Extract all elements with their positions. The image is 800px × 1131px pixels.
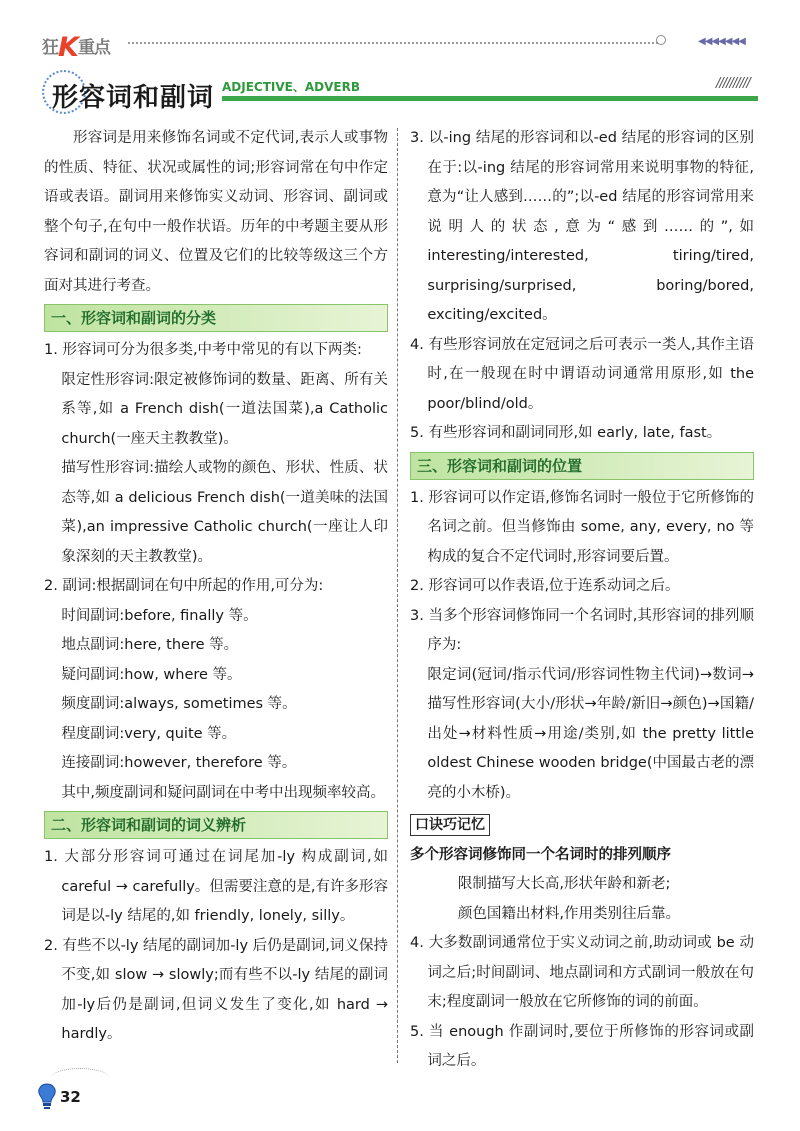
- brand-k: K: [58, 32, 78, 63]
- heading-position: 三、形容词和副词的位置: [410, 452, 754, 480]
- green-title-bar: [222, 96, 758, 101]
- triangle-arrows-icon: ◀◀◀◀◀◀◀: [698, 36, 745, 47]
- item-1: 1. 形容词可分为很多类,中考中常见的有以下两类:: [44, 342, 362, 358]
- position-item-5: 5. 当 enough 作副词时,要位于所修饰的形容词或副词之后。: [410, 1023, 754, 1069]
- item-2: 2. 副词:根据副词在句中所起的作用,可分为:: [44, 578, 324, 594]
- mnemonic-title: 多个形容词修饰同一个名词时的排列顺序: [410, 846, 671, 863]
- item-1a: 限定性形容词:限定被修饰词的数量、距离、所有关系等,如 a French dish(一道法国菜),a Catholic church(一座天主教教堂)。: [61, 371, 388, 447]
- meaning-item-4: 4. 有些形容词放在定冠词之后可表示一类人,其作主语时,在一般现在时中谓语动词通常用原形,如 the poor/blind/old。: [410, 336, 754, 412]
- position-item-3: 3. 当多个形容词修饰同一个名词时,其形容词的排列顺序为:: [410, 607, 754, 653]
- right-column: [410, 124, 754, 1077]
- brand-logo: [42, 29, 110, 63]
- circle-ornament-icon: [656, 35, 666, 45]
- top-bar: [0, 0, 800, 63]
- heading-meaning: 二、形容词和副词的词义辨析: [44, 811, 388, 839]
- heading-classification: 一、形容词和副词的分类: [44, 304, 388, 332]
- lightbulb-icon: [36, 1082, 58, 1110]
- meaning-item-2: 2. 有些不以-ly 结尾的副词加-ly 后仍是副词,词义保持不变,如 slow → slowly;而有些不以-ly 结尾的副词加-ly后仍是副词,但词义发生了变化,如 hard → hardly。: [44, 937, 388, 1042]
- mnemonic-box: 口诀巧记忆: [410, 814, 490, 836]
- adverb-type: 连接副词:however, therefore 等。: [61, 755, 297, 771]
- title-english: ADJECTIVE、ADVERB: [222, 80, 360, 94]
- position-item-1: 1. 形容词可以作定语,修饰名词时一般位于它所修饰的名词之前。但当修饰由 some, any, every, no 等构成的复合不定代词时,形容词要后置。: [410, 489, 754, 565]
- intro-paragraph: 形容词是用来修饰名词或不定代词,表示人或事物的性质、特征、状况或属性的词;形容词常在句中作定语或表语。副词用来修饰实义动词、形容词、副词或整个句子,在句中一般作状语。历年的中考题主要从形容词和副词的词义、位置及它们的比较等级这三个方面对其进行考查。: [44, 130, 388, 294]
- brand-part-a: 狂: [42, 38, 58, 58]
- adverb-type: 时间副词:before, finally 等。: [61, 607, 258, 624]
- adverb-type: 程度副词:very, quite 等。: [61, 725, 237, 742]
- dotted-rule: [128, 42, 658, 44]
- dotted-curve: [50, 1068, 110, 1089]
- brand-part-b: 重点: [77, 38, 110, 58]
- position-item-4: 4. 大多数副词通常位于实义动词之前,助动词或 be 动词之后;时间副词、地点副词和方式副词一般放在句末;程度副词一般放在它所修饰的词的前面。: [410, 935, 754, 1010]
- meaning-item-5: 5. 有些形容词和副词同形,如 early, late, fast。: [410, 425, 722, 441]
- mnemonic-line: 颜色国籍出材料,作用类别往后靠。: [457, 905, 680, 922]
- column-divider: [397, 128, 398, 1063]
- meaning-item-1: 1. 大部分形容词可通过在词尾加-ly 构成副词,如 careful → carefully。但需要注意的是,有许多形容词是以-ly 结尾的,如 friendly, lonely, silly。: [44, 849, 388, 924]
- section-title: [40, 72, 760, 120]
- adverb-note: 其中,频度副词和疑问副词在中考中出现频率较高。: [61, 784, 385, 801]
- position-item-2: 2. 形容词可以作表语,位于连系动词之后。: [410, 578, 680, 594]
- position-item-3a: 限定词(冠词/指示代词/形容词性物主代词)→数词→描写性形容词(大小/形状→年龄/新旧→颜色)→国籍/出处→材料性质→用途/类别,如 the pretty little oldest Chinese wooden bridge(中国最古老的漂亮的小木桥)。: [427, 666, 755, 801]
- mnemonic-line: 限制描写大长高,形状年龄和新老;: [457, 876, 671, 892]
- adverb-type: 频度副词:always, sometimes 等。: [61, 696, 297, 712]
- hatch-marks: //////////: [716, 76, 750, 91]
- adverb-type: 地点副词:here, there 等。: [61, 637, 239, 653]
- page-title: 形容词和副词: [52, 83, 215, 113]
- item-1b: 描写性形容词:描绘人或物的颜色、形状、性质、状态等,如 a delicious French dish(一道美味的法国菜),an impressive Catholic church(一座让人印象深刻的天主教教堂)。: [61, 460, 388, 565]
- left-column: [44, 124, 388, 1050]
- page-number-text: 32: [60, 1088, 81, 1106]
- adverb-type: 疑问副词:how, where 等。: [61, 666, 242, 683]
- meaning-item-3: 3. 以-ing 结尾的形容词和以-ed 结尾的形容词的区别在于:以-ing 结尾的形容词常用来说明事物的特征,意为“让人感到……的”;以-ed 结尾的形容词常用来说明人的状态,意为“感到……的”,如 interesting/interested, tiring/tired, surprising/surprised, boring/bored, exciting/excited。: [410, 130, 754, 323]
